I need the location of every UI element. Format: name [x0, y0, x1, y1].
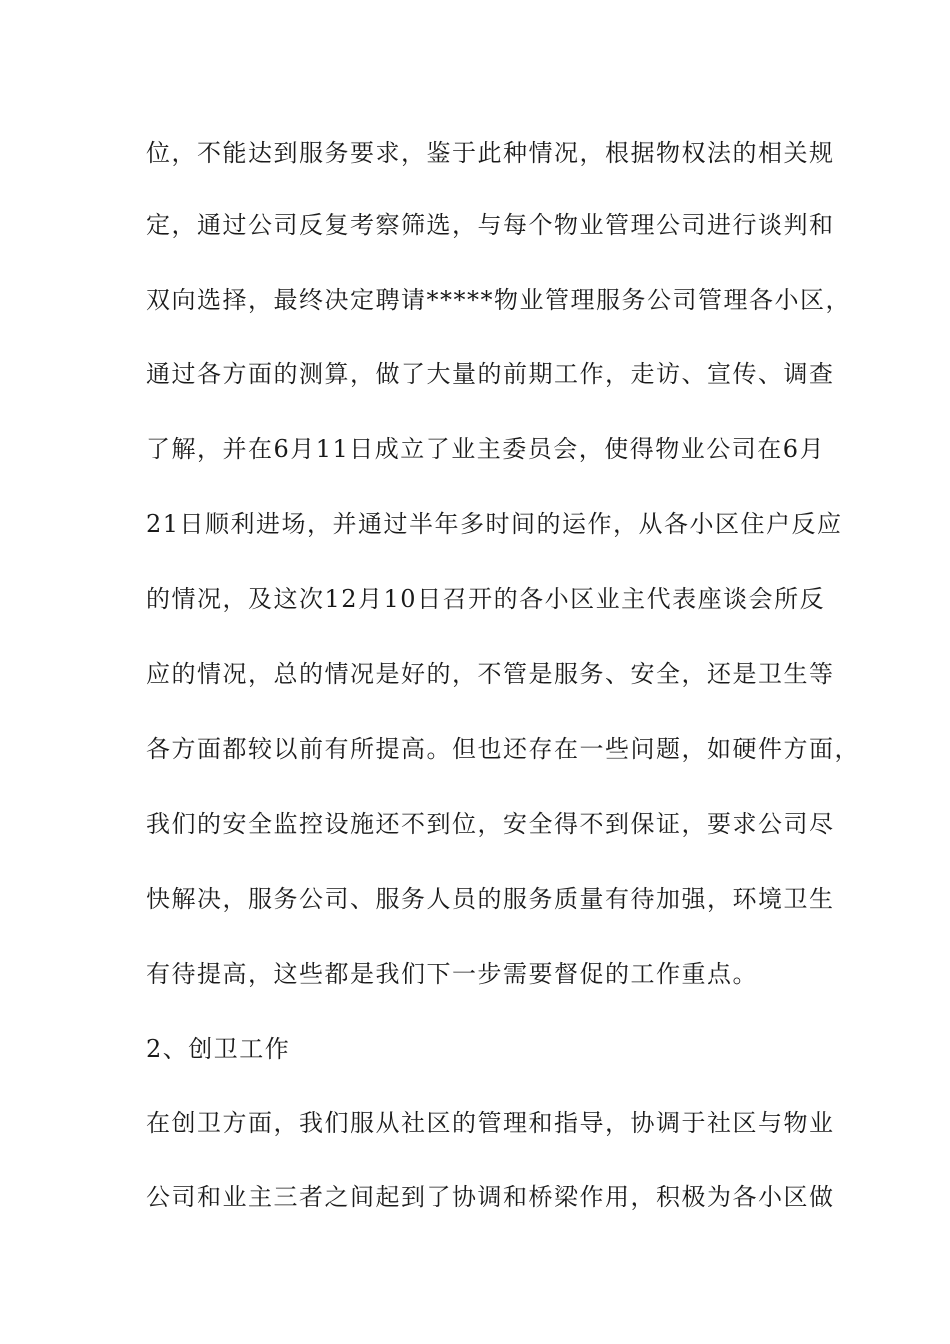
paragraph-line: 我们的安全监控设施还不到位，安全得不到保证，要求公司尽 — [146, 810, 835, 838]
paragraph-line: 在创卫方面，我们服从社区的管理和指导，协调于社区与物业 — [146, 1109, 835, 1137]
paragraph-line: 定，通过公司反复考察筛选，与每个物业管理公司进行谈判和 — [146, 211, 835, 239]
paragraph-line: 了解，并在6月11日成立了业主委员会，使得物业公司在6月 — [146, 435, 826, 463]
paragraph-line: 双向选择，最终决定聘请*****物业管理服务公司管理各小区， — [146, 286, 851, 314]
paragraph-line: 各方面都较以前有所提高。但也还存在一些问题，如硬件方面， — [146, 735, 860, 763]
paragraph-line: 快解决，服务公司、服务人员的服务质量有待加强，环境卫生 — [146, 885, 835, 913]
paragraph-line: 的情况，及这次12月10日召开的各小区业主代表座谈会所反 — [146, 585, 826, 613]
paragraph-line: 21日顺利进场，并通过半年多时间的运作，从各小区住户反应 — [146, 510, 843, 538]
section-heading: 2、创卫工作 — [146, 1035, 291, 1063]
paragraph-line: 通过各方面的测算，做了大量的前期工作，走访、宣传、调查 — [146, 360, 835, 388]
paragraph-line: 应的情况，总的情况是好的，不管是服务、安全，还是卫生等 — [146, 660, 835, 688]
paragraph-line: 公司和业主三者之间起到了协调和桥梁作用，积极为各小区做 — [146, 1183, 835, 1211]
paragraph-line: 位，不能达到服务要求，鉴于此种情况，根据物权法的相关规 — [146, 139, 835, 167]
paragraph-line: 有待提高，这些都是我们下一步需要督促的工作重点。 — [146, 960, 758, 988]
